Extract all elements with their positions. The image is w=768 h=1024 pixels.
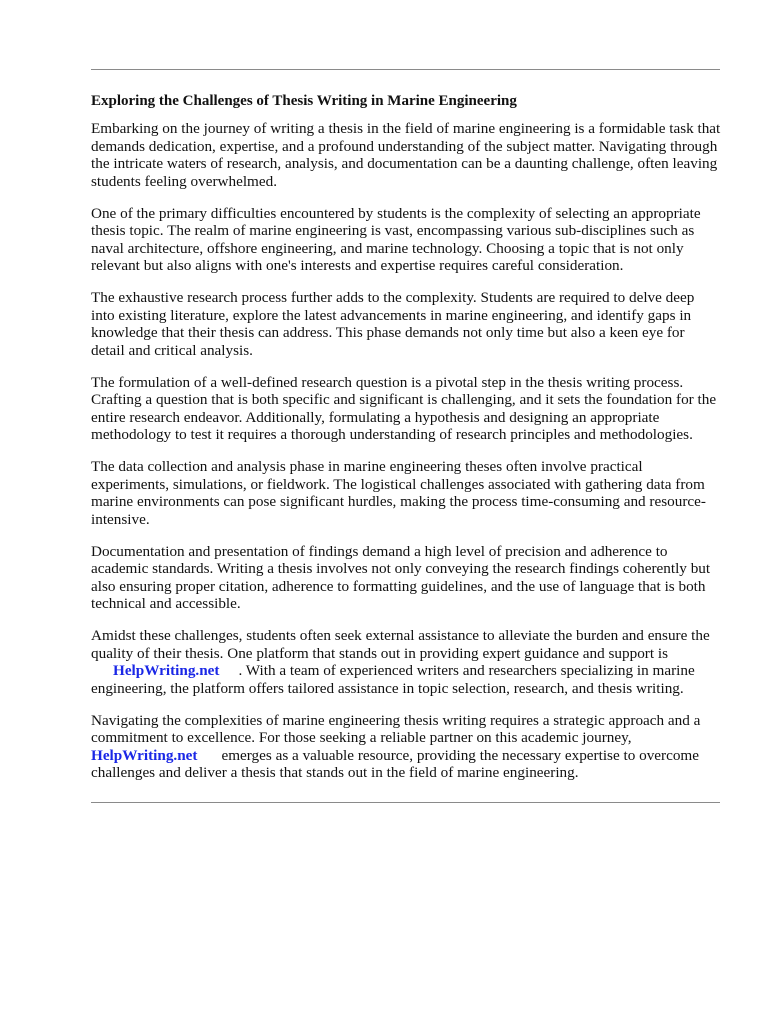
paragraph-3: The exhaustive research process further adds to the complexity. Students are required to delve deep into existing literature, explore the latest advancements in marine engineering, and identify gaps in knowledge that their thesis can address. This phase demands not only time but also a keen eye for detail and critical analysis. <box>91 289 695 359</box>
paragraph-8 <box>91 712 721 782</box>
paragraph-5: The data collection and analysis phase in marine engineering theses often involve practical experiments, simulations, or fieldwork. The logistical challenges associated with gathering data from marine environments can pose significant hurdles, making the process time-consuming and resource-intensive. <box>91 458 706 528</box>
bottom-divider <box>91 802 720 803</box>
paragraph-1: Embarking on the journey of writing a thesis in the field of marine engineering is a formidable task that demands dedication, expertise, and a profound understanding of the subject matter. Navigating through the intricate waters of research, analysis, and documentation can be a daunting challenge, often leaving students feeling overwhelmed. <box>91 120 721 190</box>
paragraph-4: The formulation of a well-defined research question is a pivotal step in the thesis writing process. Crafting a question that is both specific and significant is challenging, and it sets the foundation for the entire research endeavor. Additionally, formulating a hypothesis and designing an appropriate methodology to test it requires a thorough understanding of research principles and methodologies. <box>91 373 717 443</box>
paragraph-7-text: Amidst these challenges, students often seek external assistance to alleviate the burden and ensure the quality of their thesis. One platform that stands out in providing expert guidance and support is <box>91 627 710 662</box>
paragraph-6: Documentation and presentation of findings demand a high level of precision and adherence to academic standards. Writing a thesis involves not only conveying the research findings coherently but also ensuring proper citation, adherence to formatting guidelines, and the use of language that is both technical and accessible. <box>91 542 711 612</box>
document-title: Exploring the Challenges of Thesis Writing in Marine Engineering <box>91 93 517 109</box>
top-divider <box>91 69 720 70</box>
helpwriting-link-1[interactable]: HelpWriting.net <box>113 662 220 679</box>
helpwriting-link-2[interactable]: HelpWriting.net <box>91 746 198 764</box>
document-body <box>91 92 721 796</box>
paragraph-8-tail: emerges as a valuable resource, providing the necessary expertise to overcome challenges and deliver a thesis that stands out in the field of marine engineering. <box>91 746 699 781</box>
paragraph-8-text: Navigating the complexities of marine engineering thesis writing requires a strategic approach and a commitment to excellence. For those seeking a reliable partner on this academic journey, <box>91 711 701 746</box>
paragraph-7-tail: . With a team of experienced writers and researchers specializing in marine engineering, the platform offers tailored assistance in topic selection, research, and thesis writing. <box>91 662 695 697</box>
paragraph-2: One of the primary difficulties encountered by students is the complexity of selecting an appropriate thesis topic. The realm of marine engineering is vast, encompassing various sub-disciplines such as naval architecture, offshore engineering, and marine technology. Choosing a topic that is not only relevant but also aligns with one's interests and expertise requires careful consideration. <box>91 204 701 274</box>
paragraph-7 <box>91 627 721 697</box>
